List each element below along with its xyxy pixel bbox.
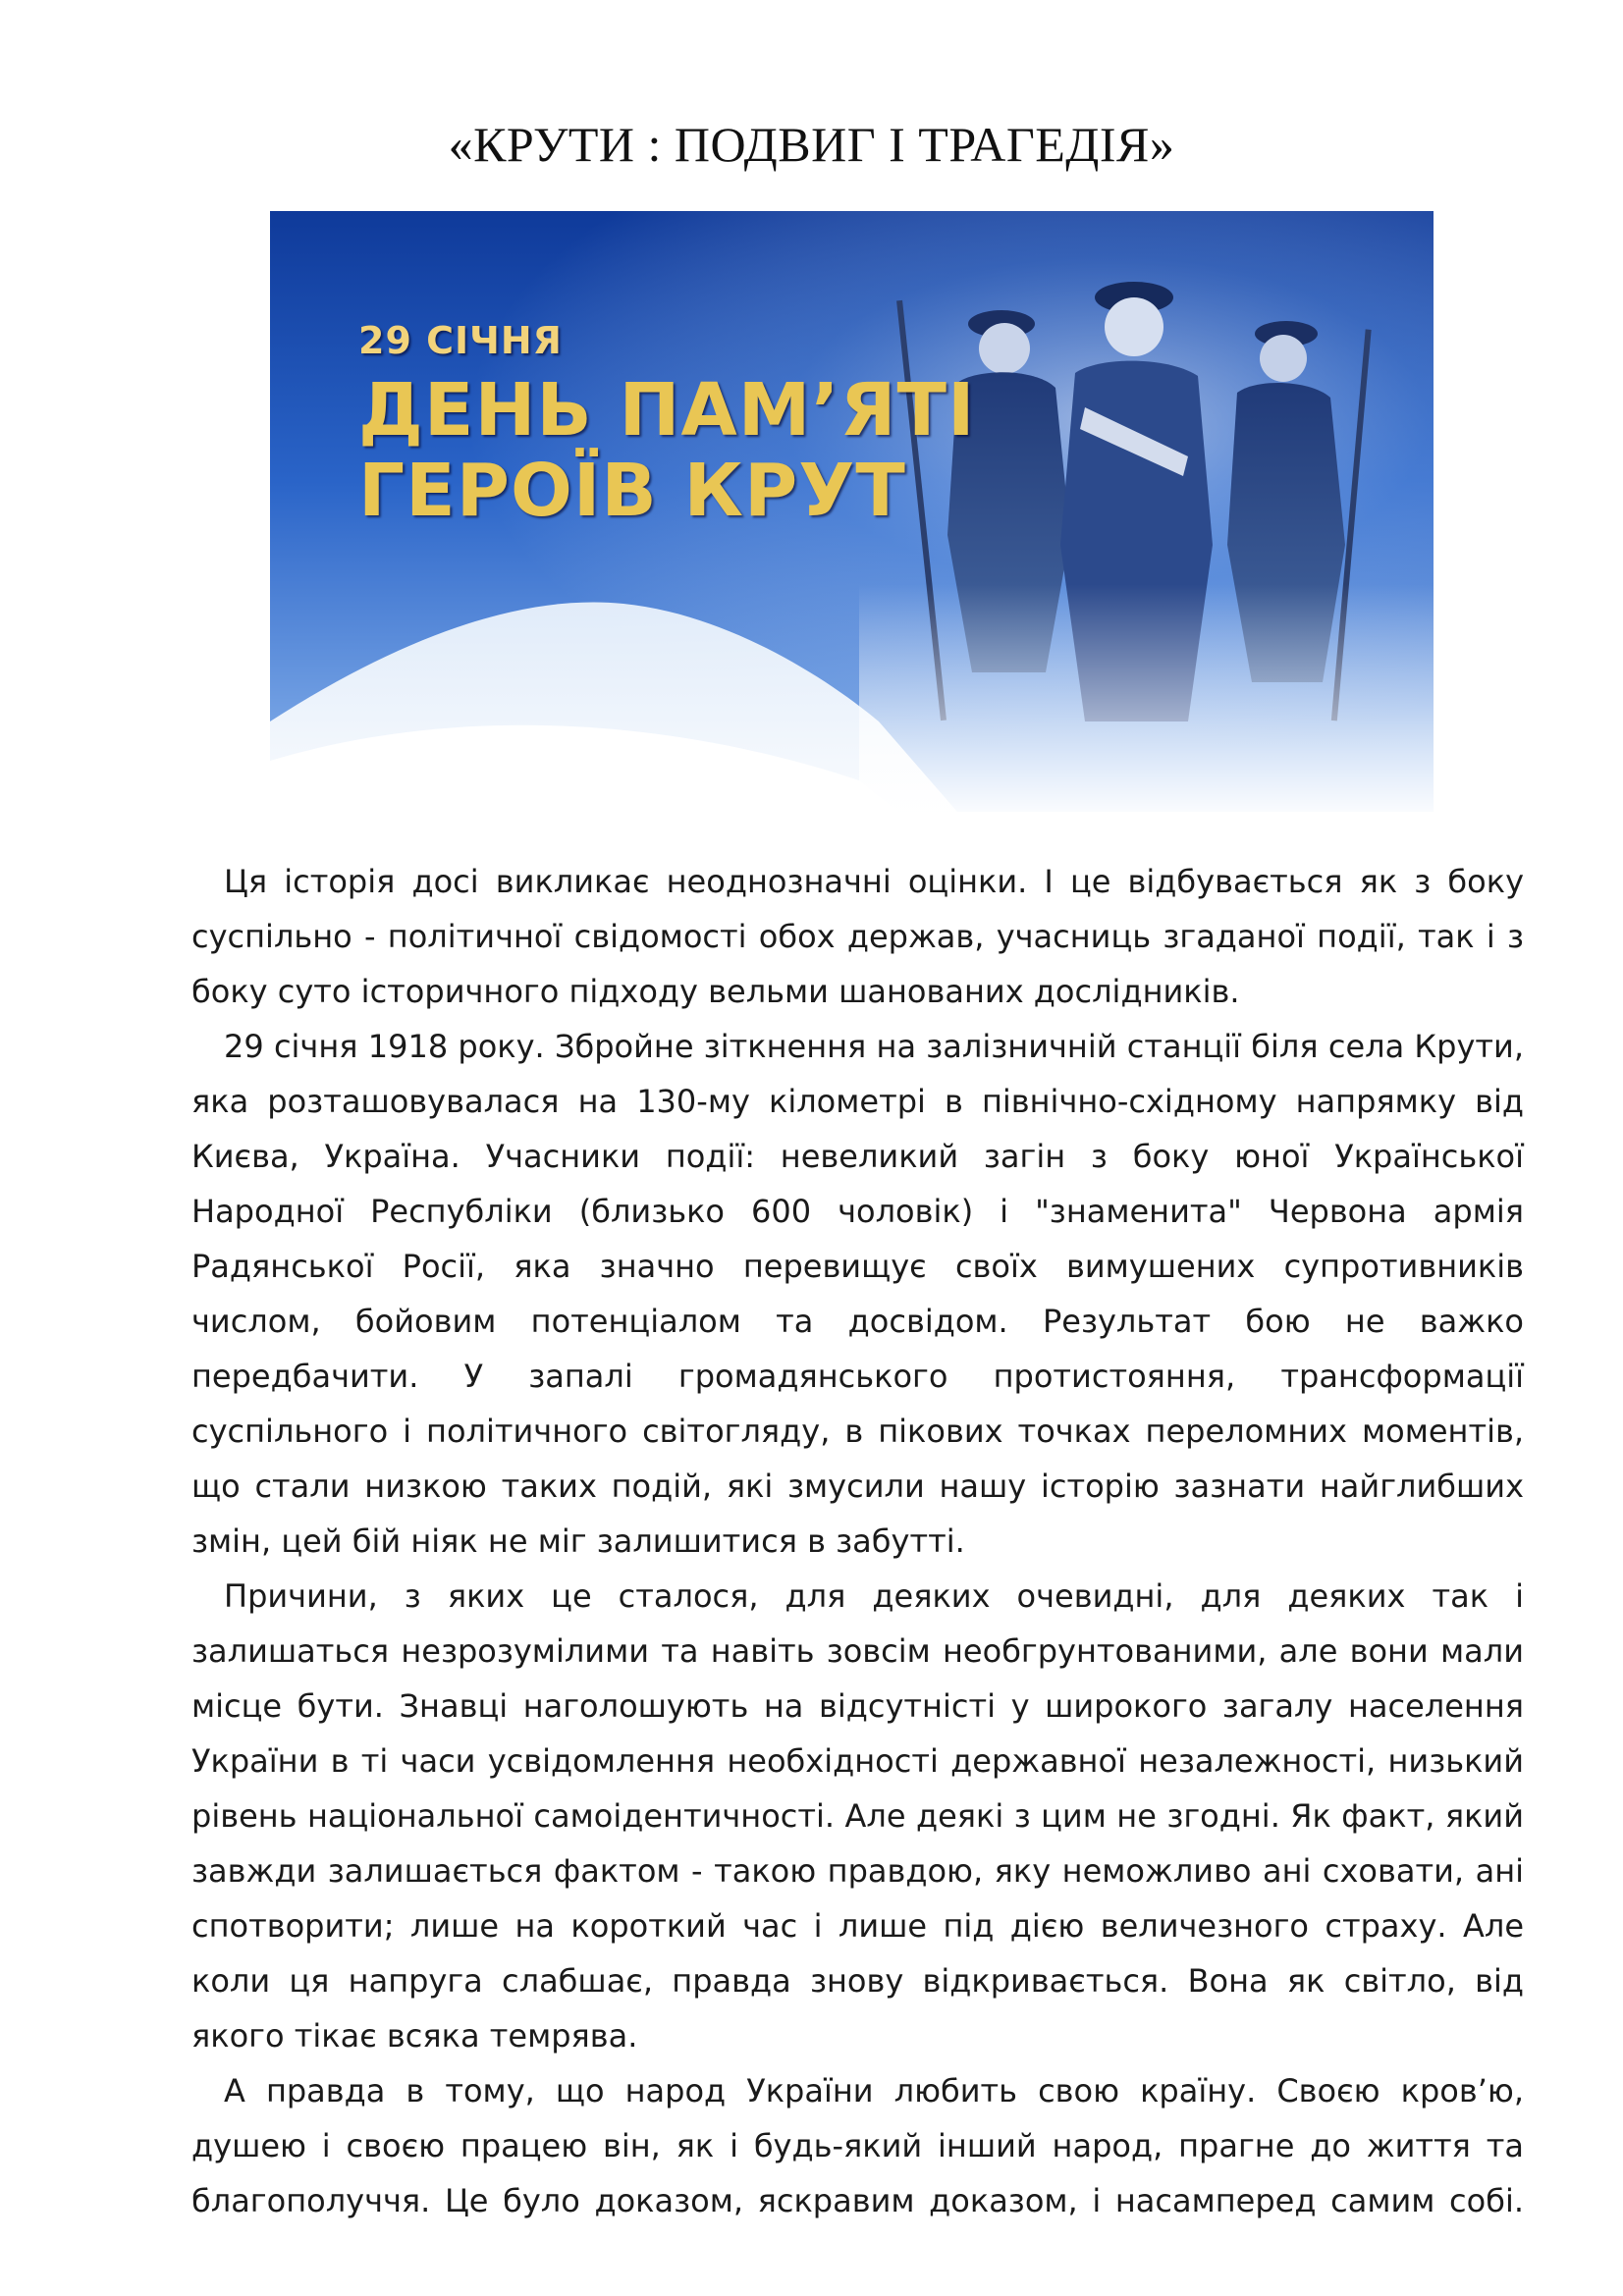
- paragraph-1: Ця історія досі викликає неоднозначні оцінки. І це відбувається як з боку суспільно - політичної свідомості обох держав, учасниць згаданої події, так і з боку суто історичного підходу вельми шанованих дослідників.: [191, 863, 1524, 1010]
- banner-caption: [358, 319, 976, 533]
- page-title: «КРУТИ : ПОДВИГ І ТРАГЕДІЯ»: [448, 117, 1175, 172]
- banner-date: 29 СІЧНЯ: [358, 319, 563, 362]
- article-body: [191, 854, 1524, 2228]
- banner-headline-line-1: ДЕНЬ ПАМ’ЯТІ: [358, 368, 976, 453]
- memorial-banner-image: [270, 211, 1434, 812]
- paragraph-3: Причини, з яких це сталося, для деяких очевидні, для деяких так і залишаться незрозумілими та навіть зовсім необгрунтованими, але вони мали місце бути. Знавці наголошують на відсутністі у широкого загалу населення України в ті часи усвідомлення необхідності державної незалежності, низький рівень національної самоідентичності. Але деякі з цим не згодні. Як факт, який завжди залишається фактом - такою правдою, яку неможливо ані сховати, ані спотворити; лише на короткий час і лише під дією величезного страху. Але коли ця напруга слабшає, правда знову відкривається. Вона як світло, від якого тікає всяка темрява.: [191, 1577, 1524, 2055]
- paragraph-4: А правда в тому, що народ України любить свою країну. Своєю кров’ю, душею і своєю працею він, як і будь-який інший народ, прагне до життя та благополуччя. Це було доказом, яскравим доказом, і насамперед самим собі.: [191, 2072, 1524, 2219]
- banner-headline-line-2: ГЕРОЇВ КРУТ: [358, 449, 906, 533]
- paragraph-2: 29 січня 1918 року. Збройне зіткнення на залізничній станції біля села Крути, яка розташовувалася на 130-му кілометрі в північно-східному напрямку від Києва, Україна. Учасники події: невеликий загін з боку юної Української Народної Республіки (близько 600 чоловік) і "знаменита" Червона армія Радянської Росії, яка значно перевищує своїх вимушених супротивників числом, бойовим потенціалом та досвідом. Результат бою не важко передбачити. У запалі громадянського протистояння, трансформації суспільного і політичного світогляду, в пікових точках переломних моментів, що стали низкою таких подій, які змусили нашу історію зазнати найглибших змін, цей бій ніяк не міг залишитися в забутті.: [191, 1028, 1524, 1560]
